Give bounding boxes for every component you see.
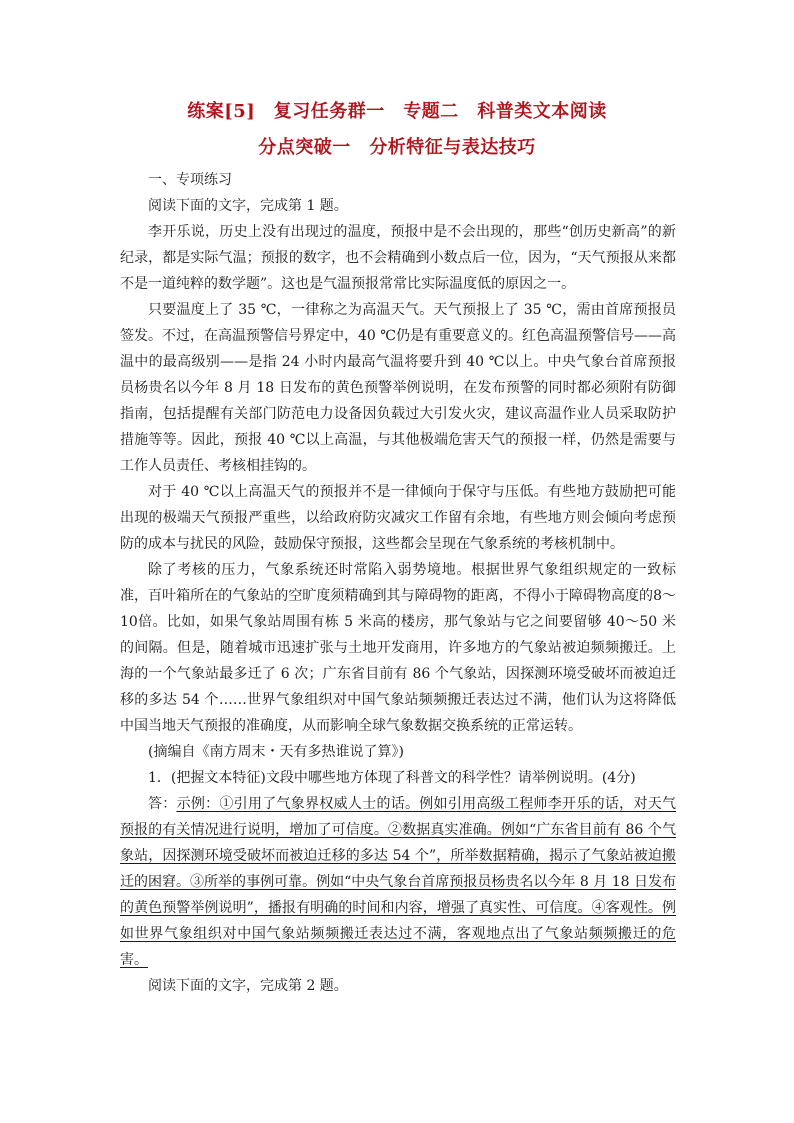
reading-instruction-1: 阅读下面的文字，完成第 1 题。 [148, 198, 348, 214]
page-subtitle: 分点突破一 分析特征与表达技巧 [258, 137, 536, 158]
source-citation: (摘编自《南方周末・天有多热谁说了算》) [148, 744, 404, 760]
answer-prefix: 答： [148, 796, 177, 812]
paragraph-2: 只要温度上了 35 ℃，一律称之为高温天气。天气预报上了 35 ℃，需由首席预报员签发。不过，在高温预警信号界定中，40 ℃仍是有重要意义的。红色高温预警信号——高温中的最高级别——是指 24 小时内最高气温将要升到 40 ℃以上。中央气象台首席预报员杨贵名以今年 8 月 18 日发布的黄色预警举例说明，在发布预警的同时都必须附有防御指南，包括提醒有关部门防范电力设备因负载过大引发火灾，建议高温作业人员采取防护措施等等。因此，预报 40 ℃以上高温，与其他极端危害天气的预报一样，仍然是需要与工作人员责任、考核相挂钩的。 [120, 302, 676, 474]
section-heading: 一、专项练习 [148, 172, 232, 188]
question-1: 1．(把握文本特征)文段中哪些地方体现了科普文的科学性？请举例说明。(4分) [148, 770, 636, 786]
document-body [120, 167, 676, 999]
answer-1 [120, 791, 676, 973]
answer-text: 示例：①引用了气象界权威人士的话。例如引用高级工程师李开乐的话，对天气预报的有关情况进行说明，增加了可信度。②数据真实准确。例如“广东省目前有 86 个气象站，因探测环境受破坏而被迫迁移的多达 54 个”，所举数据精确，揭示了气象站被迫搬迁的困窘。③所举的事例可靠。例如“中央气象台首席预报员杨贵名以今年 8 月 18 日发布的黄色预警举例说明”，播报有明确的时间和内容，增强了真实性、可信度。④客观性。例如世界气象组织对中国气象站频频搬迁表达过不满，客观地点出了气象站频频搬迁的危害。 [120, 796, 677, 968]
reading-instruction-2: 阅读下面的文字，完成第 2 题。 [148, 978, 348, 994]
paragraph-3: 对于 40 ℃以上高温天气的预报并不是一律倾向于保守与压低。有些地方鼓励把可能出现的极端天气预报严重些，以给政府防灾减灾工作留有余地，有些地方则会倾向考虑预防的成本与扰民的风险，鼓励保守预报，这些都会呈现在气象系统的考核机制中。 [120, 484, 676, 552]
paragraph-1: 李开乐说，历史上没有出现过的温度，预报中是不会出现的，那些“创历史新高”的新纪录，都是实际气温；预报的数字，也不会精确到小数点后一位，因为，“天气预报从来都不是一道纯粹的数学题”。这也是气温预报常常比实际温度低的原因之一。 [120, 224, 676, 292]
paragraph-4: 除了考核的压力，气象系统还时常陷入弱势境地。根据世界气象组织规定的一致标准，百叶箱所在的气象站的空旷度须精确到其与障碍物的距离，不得小于障碍物高度的8～10倍。比如，如果气象站周围有栋 5 米高的楼房，那气象站与它之间要留够 40～50 米的间隔。但是，随着城市迅速扩张与土地开发商用，许多地方的气象站被迫频频搬迁。上海的一个气象站最多迁了 6 次；广东省目前有 86 个气象站，因探测环境受破坏而被迫迁移的多达 54 个……世界气象组织对中国气象站频频搬迁表达过不满，他们认为这将降低中国当地天气预报的准确度，从而影响全球气象数据交换系统的正常运转。 [120, 562, 676, 734]
page-title: 练案[5] 复习任务群一 专题二 科普类文本阅读 [187, 101, 607, 122]
